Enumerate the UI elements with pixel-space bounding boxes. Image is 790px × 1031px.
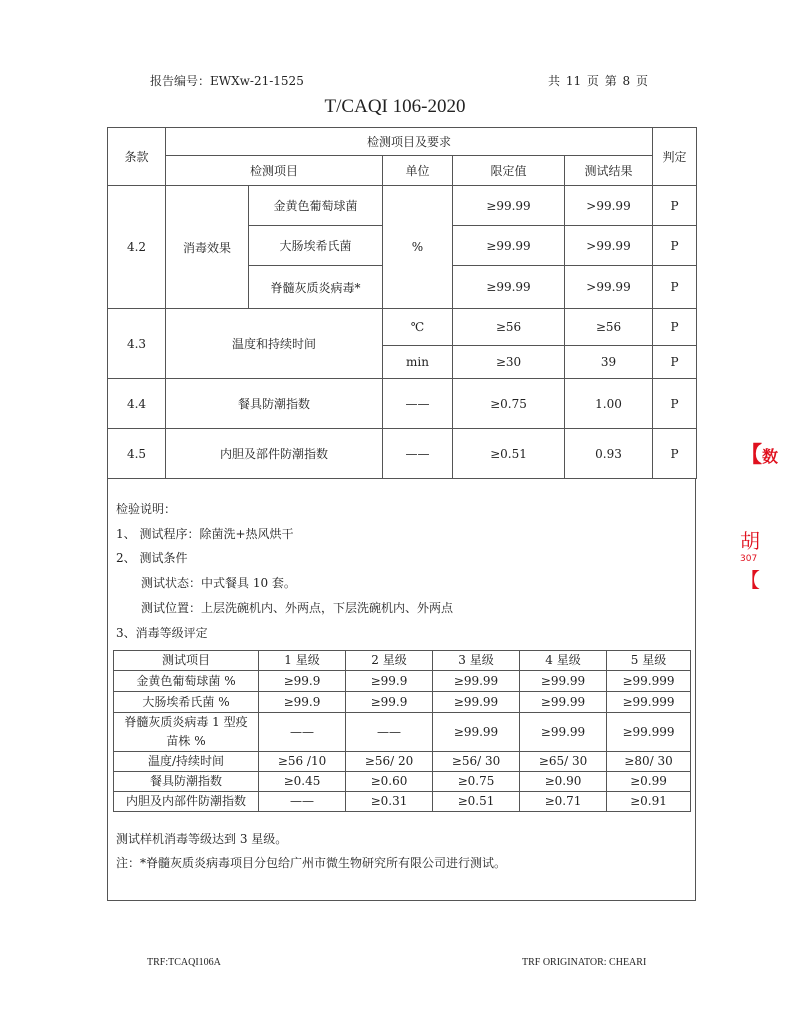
grade-row xyxy=(114,692,691,713)
header-item: 检测项目 xyxy=(166,156,383,186)
grade-value-cell: ≥99.9 xyxy=(259,671,346,692)
grade-value-cell: 5 星级 xyxy=(607,651,691,671)
header-result: 测试结果 xyxy=(565,156,653,186)
grade-value-cell: ≥0.75 xyxy=(433,772,520,792)
grade-value-cell: ≥99.99 xyxy=(520,713,607,752)
item-cell: 消毒效果 xyxy=(166,186,249,309)
sub-item-cell: 脊髓灰质炎病毒* xyxy=(249,266,383,309)
grade-value-cell: ≥99.999 xyxy=(607,692,691,713)
result-cell: 1.00 xyxy=(565,379,653,429)
header-limit: 限定值 xyxy=(453,156,565,186)
document-title: T/CAQI 106-2020 xyxy=(324,96,466,117)
limit-cell: ≥56 xyxy=(453,309,565,346)
grade-value-cell: —— xyxy=(259,713,346,752)
grade-value-cell: 4 星级 xyxy=(520,651,607,671)
grade-row xyxy=(114,772,691,792)
remark: 注：*脊髓灰质炎病毒项目分包给广州市微生物研究所有限公司进行测试。 xyxy=(116,856,507,870)
item-cell: 温度和持续时间 xyxy=(166,309,383,379)
header-unit: 单位 xyxy=(383,156,453,186)
grade-value-cell: 3 星级 xyxy=(433,651,520,671)
stamp-fragment-bottom: 胡 307 【 xyxy=(740,529,760,592)
result-cell: 39 xyxy=(565,346,653,379)
grade-value-cell: ≥0.91 xyxy=(607,792,691,812)
result-cell: 0.93 xyxy=(565,429,653,479)
limit-cell: ≥0.75 xyxy=(453,379,565,429)
footer-left: TRF:TCAQI106A xyxy=(147,957,221,968)
grade-row xyxy=(114,671,691,692)
grade-value-cell: ≥0.51 xyxy=(433,792,520,812)
grade-item-cell: 测试项目 xyxy=(114,651,259,671)
grade-item-cell: 脊髓灰质炎病毒 1 型疫苗株 % xyxy=(114,713,259,752)
header-clause: 条款 xyxy=(108,128,166,186)
grade-value-cell: —— xyxy=(346,713,433,752)
item-cell: 餐具防潮指数 xyxy=(166,379,383,429)
unit-cell: —— xyxy=(383,429,453,479)
grade-value-cell: ≥0.99 xyxy=(607,772,691,792)
grade-value-cell: ≥99.9 xyxy=(259,692,346,713)
verdict-cell: P xyxy=(653,186,697,226)
test-results-table xyxy=(107,127,697,479)
grade-value-cell: 2 星级 xyxy=(346,651,433,671)
clause-cell: 4.3 xyxy=(108,309,166,379)
note-2a: 测试状态：中式餐具 10 套。 xyxy=(141,576,296,590)
unit-cell: ℃ xyxy=(383,309,453,346)
clause-cell: 4.2 xyxy=(108,186,166,309)
grade-value-cell: ≥56/ 20 xyxy=(346,752,433,772)
page-info: 共 11 页 第 8 页 xyxy=(548,74,648,88)
table-row xyxy=(108,186,697,226)
sub-item-cell: 金黄色葡萄球菌 xyxy=(249,186,383,226)
report-number: 报告编号：EWXw-21-1525 xyxy=(150,74,304,88)
verdict-cell: P xyxy=(653,429,697,479)
verdict-cell: P xyxy=(653,309,697,346)
grade-value-cell: ≥0.90 xyxy=(520,772,607,792)
grade-value-cell: 1 星级 xyxy=(259,651,346,671)
item-cell: 内胆及部件防潮指数 xyxy=(166,429,383,479)
verdict-cell: P xyxy=(653,379,697,429)
grade-table xyxy=(113,650,691,812)
grade-value-cell: ≥0.71 xyxy=(520,792,607,812)
result-cell: ≥56 xyxy=(565,309,653,346)
note-1: 1、 测试程序：除菌洗+热风烘干 xyxy=(116,527,294,541)
result-cell: >99.99 xyxy=(565,226,653,266)
grade-value-cell: ≥99.99 xyxy=(433,671,520,692)
limit-cell: ≥99.99 xyxy=(453,226,565,266)
grade-value-cell: ≥80/ 30 xyxy=(607,752,691,772)
unit-cell: min xyxy=(383,346,453,379)
unit-cell: —— xyxy=(383,379,453,429)
grade-value-cell: ≥65/ 30 xyxy=(520,752,607,772)
grade-value-cell: —— xyxy=(259,792,346,812)
grade-row xyxy=(114,752,691,772)
stamp-fragment-top: 【数 xyxy=(740,443,779,468)
notes-title: 检验说明： xyxy=(116,502,177,516)
header-verdict: 判定 xyxy=(653,128,697,186)
grade-item-cell: 大肠埃希氏菌 % xyxy=(114,692,259,713)
grade-value-cell: ≥99.999 xyxy=(607,713,691,752)
table-row xyxy=(108,309,697,346)
unit-cell: % xyxy=(383,186,453,309)
table-row xyxy=(108,429,697,479)
grade-value-cell: ≥99.9 xyxy=(346,692,433,713)
note-2b: 测试位置：上层洗碗机内、外两点，下层洗碗机内、外两点 xyxy=(141,601,454,615)
limit-cell: ≥0.51 xyxy=(453,429,565,479)
clause-cell: 4.4 xyxy=(108,379,166,429)
grade-value-cell: ≥0.31 xyxy=(346,792,433,812)
result-cell: >99.99 xyxy=(565,186,653,226)
limit-cell: ≥30 xyxy=(453,346,565,379)
header-group: 检测项目及要求 xyxy=(166,128,653,156)
verdict-cell: P xyxy=(653,226,697,266)
grade-value-cell: ≥99.9 xyxy=(346,671,433,692)
grade-item-cell: 金黄色葡萄球菌 % xyxy=(114,671,259,692)
note-3: 3、消毒等级评定 xyxy=(116,626,208,640)
grade-row xyxy=(114,651,691,671)
grade-value-cell: ≥56 /10 xyxy=(259,752,346,772)
clause-cell: 4.5 xyxy=(108,429,166,479)
limit-cell: ≥99.99 xyxy=(453,186,565,226)
grade-value-cell: ≥56/ 30 xyxy=(433,752,520,772)
grade-item-cell: 温度/持续时间 xyxy=(114,752,259,772)
grade-value-cell: ≥99.99 xyxy=(433,713,520,752)
table-row xyxy=(108,379,697,429)
verdict-cell: P xyxy=(653,346,697,379)
verdict-cell: P xyxy=(653,266,697,309)
note-2: 2、 测试条件 xyxy=(116,551,188,565)
limit-cell: ≥99.99 xyxy=(453,266,565,309)
grade-value-cell: ≥0.60 xyxy=(346,772,433,792)
grade-value-cell: ≥99.999 xyxy=(607,671,691,692)
sub-item-cell: 大肠埃希氏菌 xyxy=(249,226,383,266)
grade-row xyxy=(114,713,691,752)
grade-value-cell: ≥0.45 xyxy=(259,772,346,792)
grade-item-cell: 餐具防潮指数 xyxy=(114,772,259,792)
grade-value-cell: ≥99.99 xyxy=(520,692,607,713)
conclusion: 测试样机消毒等级达到 3 星级。 xyxy=(116,832,288,846)
grade-value-cell: ≥99.99 xyxy=(433,692,520,713)
grade-item-cell: 内胆及内部件防潮指数 xyxy=(114,792,259,812)
footer-right: TRF ORIGINATOR: CHEARI xyxy=(522,957,647,968)
result-cell: >99.99 xyxy=(565,266,653,309)
grade-row xyxy=(114,792,691,812)
grade-value-cell: ≥99.99 xyxy=(520,671,607,692)
